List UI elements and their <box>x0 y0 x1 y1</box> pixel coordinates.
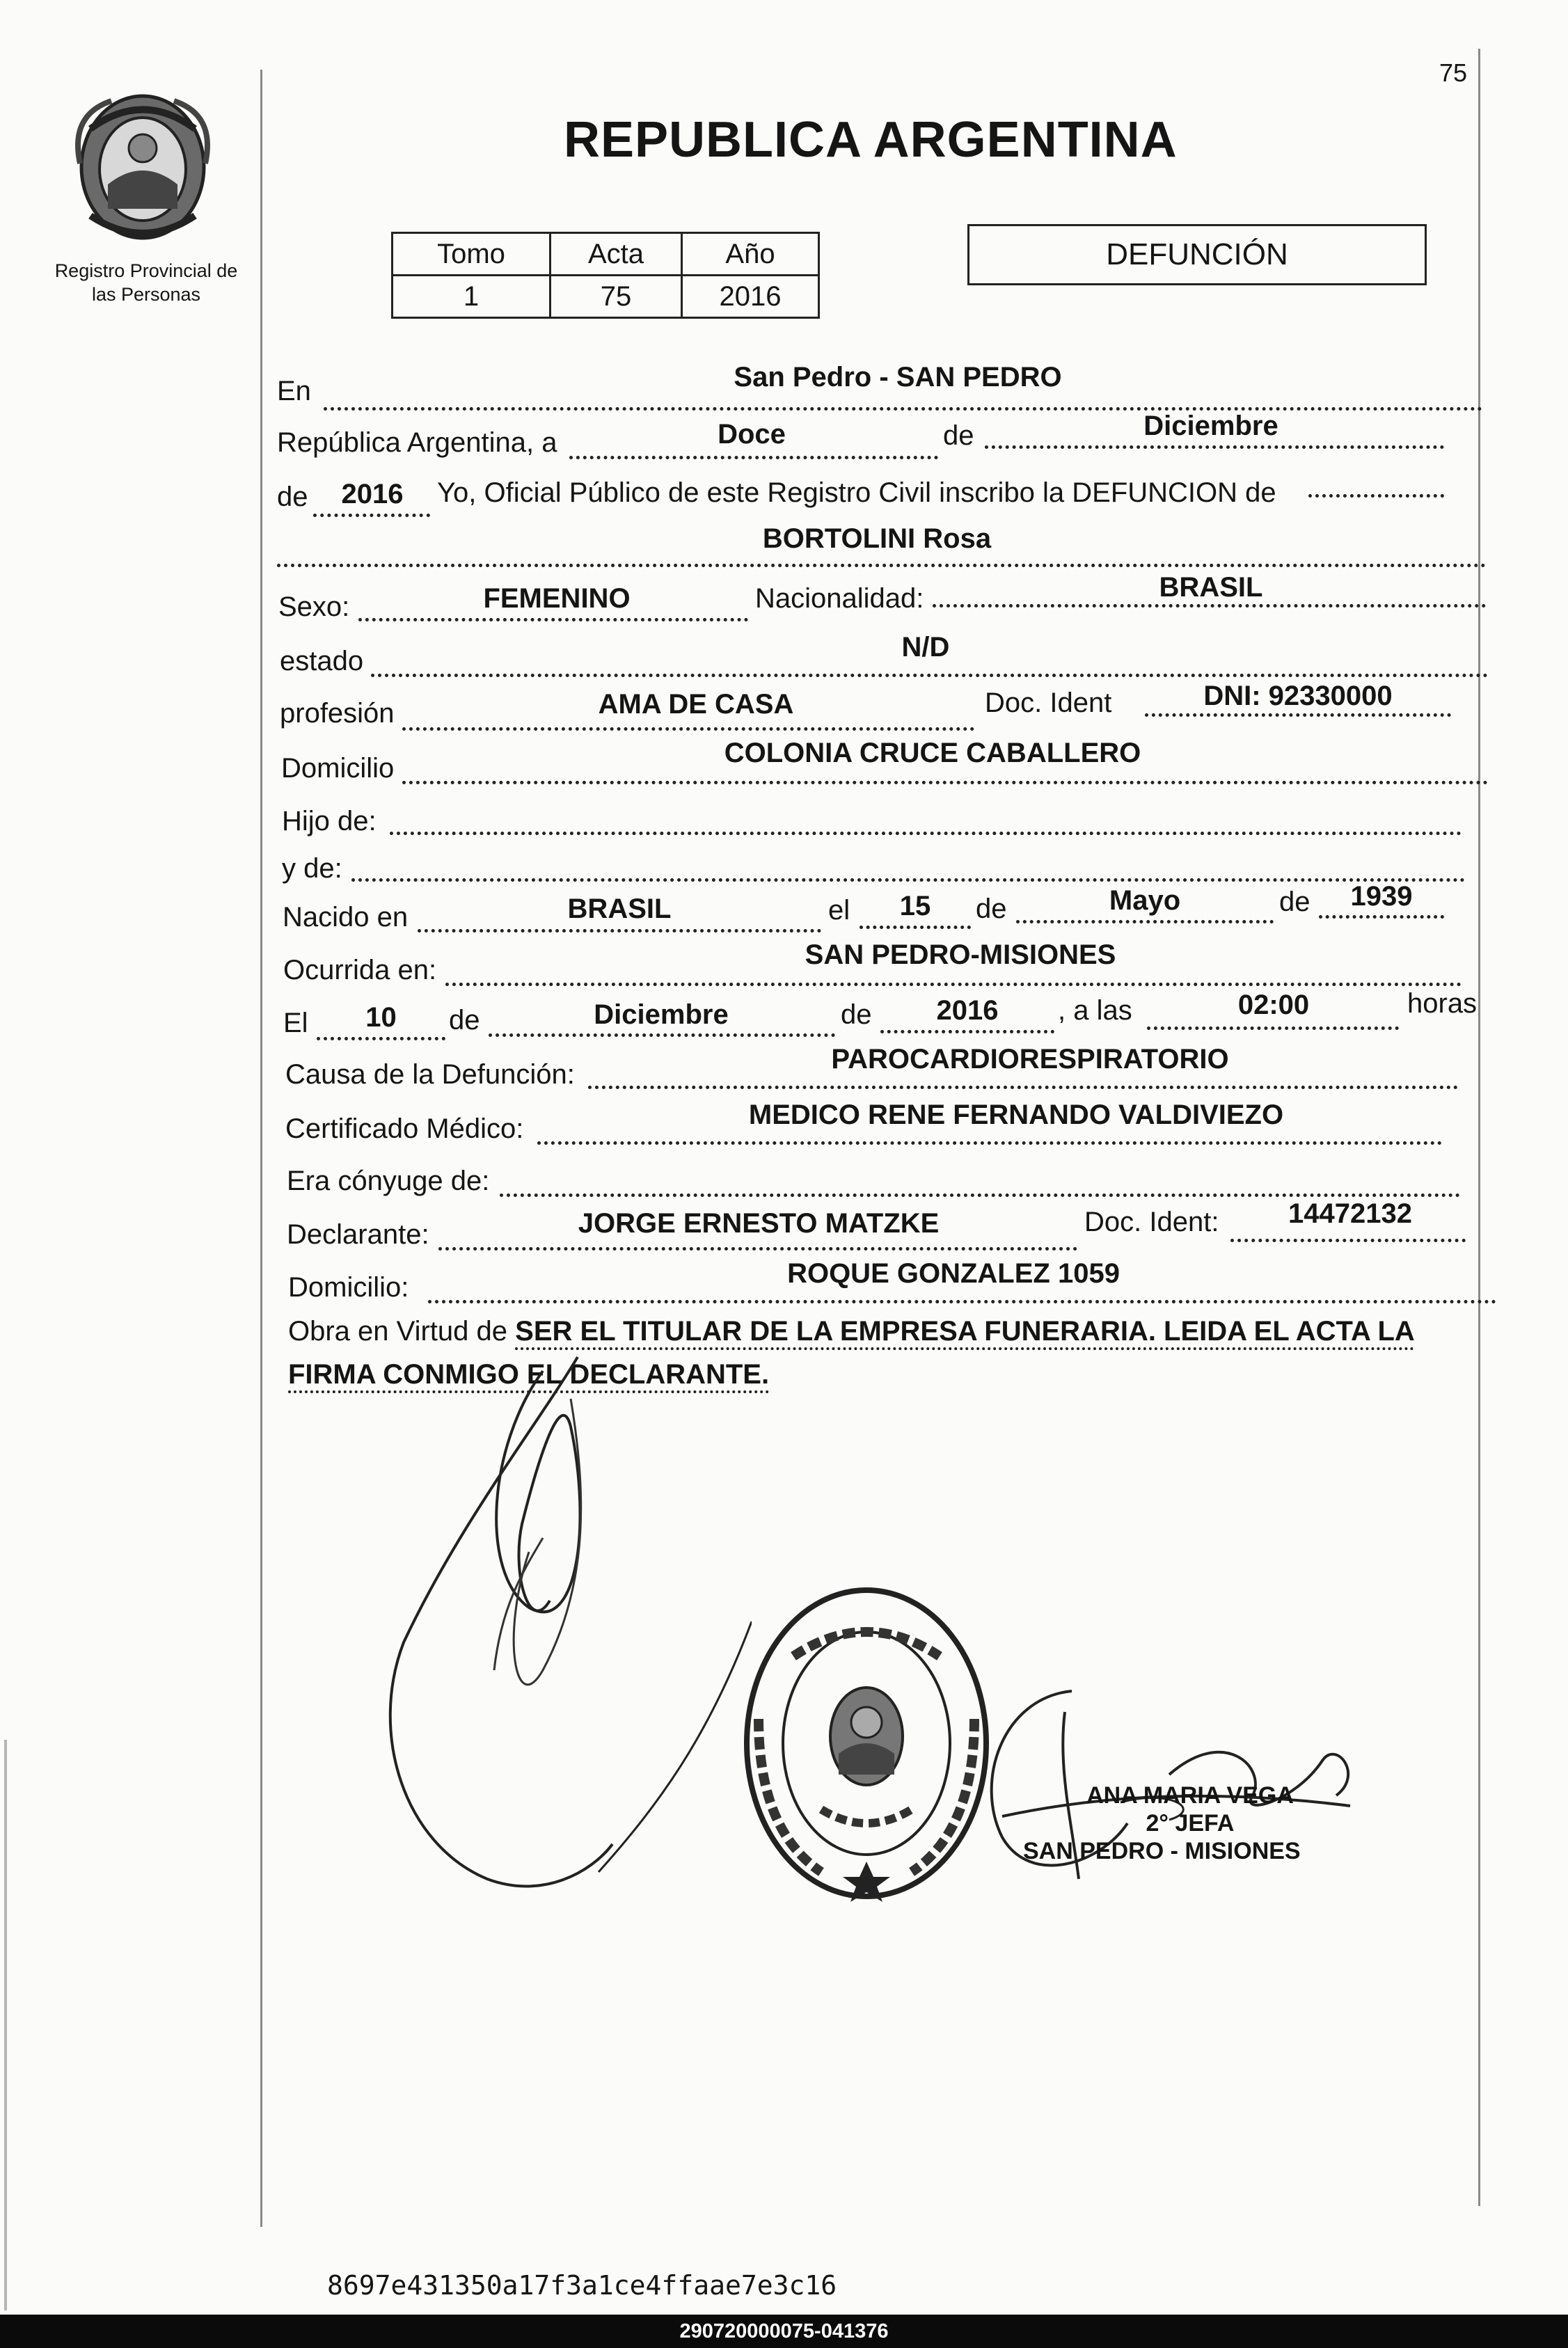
province-emblem <box>70 87 216 247</box>
estado-value: N/D <box>901 632 950 663</box>
death-day-dotline <box>317 1037 445 1040</box>
record-table-values <box>393 276 819 318</box>
declarante-dotline <box>438 1247 1077 1251</box>
ocurrida-value: SAN PEDRO-MISIONES <box>805 939 1116 970</box>
birth-month-value: Mayo <box>1109 885 1181 916</box>
official-seal <box>738 1580 995 1907</box>
causa-value: PAROCARDIORESPIRATORIO <box>831 1044 1229 1074</box>
act-type-box: DEFUNCIÓN <box>967 224 1427 285</box>
acta-header: Acta <box>551 233 682 276</box>
yde-label: y de: <box>282 853 342 884</box>
hijo-dotline <box>390 832 1462 835</box>
conyuge-label: Era cónyuge de: <box>287 1166 490 1196</box>
death-month-value: Diciembre <box>594 999 729 1030</box>
left-margin-line <box>260 70 262 2227</box>
footer-code-bar: 290720000075-041376 <box>0 2315 1568 2348</box>
nacido-value: BRASIL <box>567 894 672 924</box>
profesion-dotline <box>402 727 974 731</box>
birth-month-dotline <box>1016 920 1274 923</box>
ocurrida-dotline <box>445 983 1462 986</box>
death-de1-label: de <box>449 1005 480 1036</box>
birth-day-value: 15 <box>899 891 931 921</box>
doc-ident-value: DNI: 92330000 <box>1203 681 1393 711</box>
ano-header: Año <box>682 233 819 276</box>
obra-value: SER EL TITULAR DE LA EMPRESA FUNERARIA. LEIDA EL ACTA LA FIRMA CONMIGO EL DECLARANTE. <box>288 1316 1415 1390</box>
birth-year-value: 1939 <box>1350 881 1413 912</box>
acta-value: 75 <box>551 276 682 318</box>
officer-place: SAN PEDRO - MISIONES <box>1023 1838 1301 1864</box>
death-month-dotline <box>489 1033 835 1037</box>
year-dotline <box>313 514 430 517</box>
en-value: San Pedro - SAN PEDRO <box>734 362 1062 392</box>
domicilio-dotline <box>402 781 1488 784</box>
causa-dotline <box>588 1086 1458 1089</box>
profesion-value: AMA DE CASA <box>598 689 794 720</box>
sexo-value: FEMENINO <box>483 583 631 614</box>
nacido-dotline <box>418 929 821 933</box>
inscribe-dotline <box>1308 494 1444 498</box>
death-year-value: 2016 <box>936 995 999 1026</box>
domicilio-value: COLONIA CRUCE CABALLERO <box>724 738 1141 768</box>
ano-value: 2016 <box>682 276 819 318</box>
death-time-dotline <box>1147 1026 1399 1030</box>
officer-name: ANA MARIA VEGA <box>1086 1782 1294 1809</box>
death-day-value: 10 <box>365 1002 397 1033</box>
month-word-value: Diciembre <box>1143 411 1278 441</box>
hijo-label: Hijo de: <box>282 806 377 836</box>
estado-label: estado <box>280 646 364 676</box>
birth-de1-label: de <box>976 894 1007 924</box>
doc-ident-dotline <box>1145 713 1451 717</box>
en-label: En <box>277 376 311 406</box>
officer-role: 2° JEFA <box>1146 1810 1235 1837</box>
horas-label: horas <box>1407 988 1478 1019</box>
decl-domicilio-dotline <box>428 1300 1496 1303</box>
nacionalidad-dotline <box>933 604 1486 608</box>
tomo-header: Tomo <box>393 233 551 276</box>
year-de-label: de <box>277 482 308 512</box>
decl-doc-label: Doc. Ident: <box>1084 1207 1219 1237</box>
certificado-dotline <box>537 1141 1442 1145</box>
left-edge-scan <box>4 1740 7 2310</box>
year-value: 2016 <box>341 479 404 509</box>
obra-label: Obra en Virtud de <box>288 1316 508 1347</box>
republica-label: República Argentina, a <box>277 427 557 458</box>
nacido-label: Nacido en <box>283 902 409 933</box>
birth-day-dotline <box>860 926 971 929</box>
sexo-label: Sexo: <box>278 592 350 622</box>
document-hash: 8697e431350a17f3a1ce4ffaae7e3c16 <box>327 2270 837 2301</box>
registry-caption <box>42 259 251 306</box>
profesion-label: profesión <box>280 698 395 729</box>
death-year-dotline <box>880 1030 1054 1033</box>
birth-el-label: el <box>828 895 850 926</box>
decl-domicilio-value: ROQUE GONZALEZ 1059 <box>787 1258 1120 1289</box>
doc-ident-label: Doc. Ident <box>985 688 1112 718</box>
estado-dotline <box>371 674 1488 677</box>
birth-year-dotline <box>1319 915 1444 919</box>
decl-doc-dotline <box>1230 1239 1466 1242</box>
record-table-header <box>393 233 819 276</box>
certificado-value: MEDICO RENE FERNANDO VALDIVIEZO <box>748 1100 1284 1130</box>
inscribe-text: Yo, Oficial Público de este Registro Civil inscribo la DEFUNCION de <box>437 477 1276 508</box>
ocurrida-label: Ocurrida en: <box>283 955 437 985</box>
yde-dotline <box>351 878 1465 882</box>
alas-label: , a las <box>1058 995 1132 1026</box>
declarante-value: JORGE ERNESTO MATZKE <box>578 1208 940 1239</box>
day-word-dotline <box>569 456 938 459</box>
decl-doc-value: 14472132 <box>1288 1198 1412 1229</box>
death-el-label: El <box>283 1008 308 1038</box>
death-de2-label: de <box>841 999 872 1030</box>
declarant-signature <box>362 1343 752 1914</box>
month-word-dotline <box>985 445 1444 449</box>
sexo-dotline <box>358 618 748 621</box>
province-emblem-icon <box>70 87 216 247</box>
declarante-label: Declarante: <box>287 1219 429 1250</box>
right-margin-line <box>1478 49 1480 2206</box>
page-number: 75 <box>1439 58 1468 87</box>
domicilio-label: Domicilio <box>281 753 395 784</box>
day-word-value: Doce <box>718 419 786 450</box>
deceased-name-dotline <box>277 564 1486 567</box>
decl-domicilio-label: Domicilio: <box>288 1272 409 1303</box>
tomo-value: 1 <box>393 276 551 318</box>
certificado-label: Certificado Médico: <box>285 1113 524 1144</box>
conyuge-dotline <box>500 1193 1460 1197</box>
causa-label: Causa de la Defunción: <box>285 1059 575 1090</box>
page-title: REPUBLICA ARGENTINA <box>564 112 1178 168</box>
nacionalidad-value: BRASIL <box>1159 572 1263 603</box>
registry-caption-line1: Registro Provincial de <box>54 260 238 281</box>
birth-de2-label: de <box>1279 887 1310 917</box>
nacionalidad-label: Nacionalidad: <box>755 583 924 614</box>
registry-caption-line2: las Personas <box>91 284 201 305</box>
death-time-value: 02:00 <box>1237 990 1310 1020</box>
deceased-name-value: BORTOLINI Rosa <box>762 523 992 554</box>
record-table <box>391 232 820 319</box>
officer-stamp <box>1023 1782 1350 1865</box>
month-de-label: de <box>943 420 974 451</box>
